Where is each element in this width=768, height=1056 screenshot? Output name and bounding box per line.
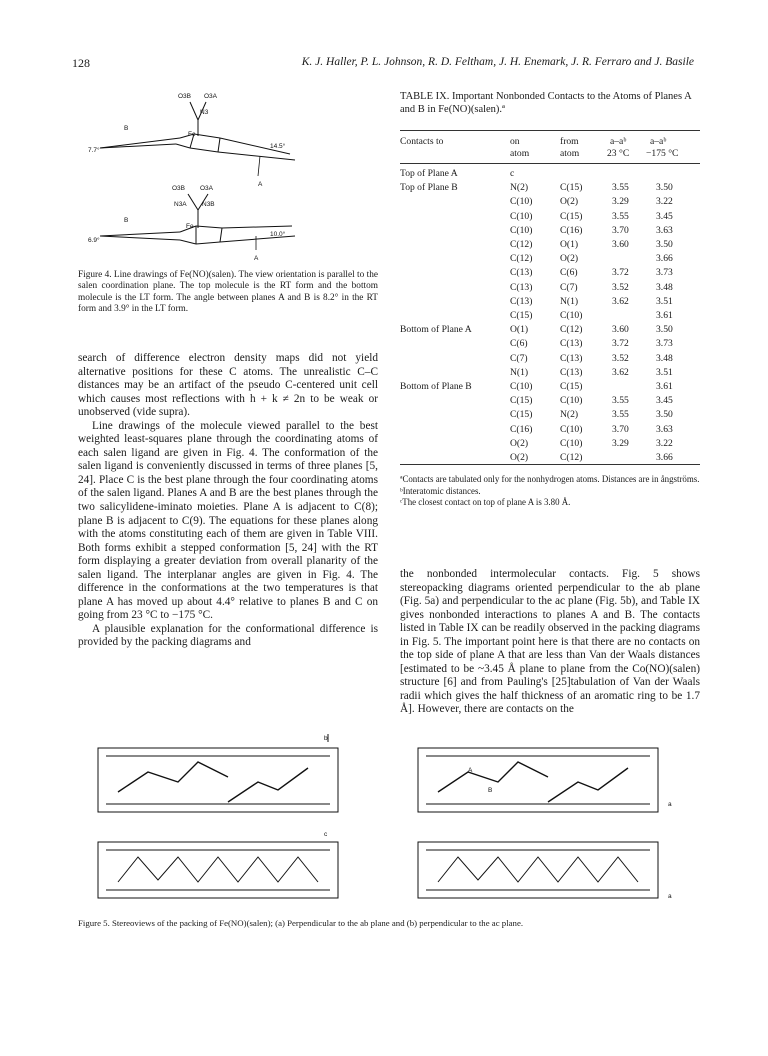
left-column-text	[78, 352, 378, 650]
table-cell-v2: 3.73	[656, 338, 673, 350]
table-cell-on: N(1)	[510, 366, 529, 378]
label-angle-10-0: 10.0°	[270, 231, 286, 238]
table-cell-v1: 3.55	[612, 182, 629, 194]
table-cell-from: C(15)	[560, 381, 583, 392]
table-cell-on: C(13)	[510, 295, 533, 307]
table-cell-v2: 3.73	[656, 267, 673, 279]
axis-label-c: c	[324, 831, 328, 838]
table-cell-v2: 3.51	[656, 366, 673, 378]
table-cell-from: C(15)	[560, 182, 583, 194]
table-9-footnotes	[400, 474, 700, 509]
label-plane-a-bottom: A	[254, 255, 259, 262]
label-n3a-bottom: N3A	[174, 201, 187, 208]
label-plane-a-top: A	[258, 181, 263, 188]
table-cell-on: C(10)	[510, 210, 533, 222]
figure-4-top-molecule	[100, 102, 295, 176]
table-cell-v1: 3.29	[612, 196, 629, 208]
table-cell-on: C(16)	[510, 423, 533, 435]
label-plane-b-bottom: B	[124, 217, 129, 224]
figure-5-stereoviews	[78, 732, 698, 904]
axis-label-a-bottom: a	[668, 893, 672, 900]
table-cell-from: C(13)	[560, 338, 583, 350]
table-cell-v1: 3.60	[612, 239, 629, 250]
table-cell-v1: 3.52	[612, 281, 629, 293]
table-cell-v2: 3.50	[656, 182, 673, 194]
column-header-distance-lt: a–aᵇ	[650, 136, 667, 147]
figure-5b-right-view	[418, 842, 658, 898]
table-cell-on: C(10)	[510, 224, 533, 236]
table-cell-v2: 3.45	[656, 210, 673, 222]
table-cell-v1: 3.52	[612, 352, 629, 364]
table-cell-v2: 3.66	[656, 253, 673, 265]
table-cell-on: C(10)	[510, 196, 533, 208]
paragraph: A plausible explanation for the conformational difference is provided by the packing diagrams and	[78, 622, 378, 649]
table-cell-from: C(13)	[560, 366, 583, 378]
running-header-authors: K. J. Haller, P. L. Johnson, R. D. Feltham, J. H. Enemark, J. R. Ferraro and J. Basile	[301, 56, 694, 68]
paragraph: the nonbonded intermolecular contacts. Fig. 5 shows stereopacking diagrams oriented perpendicular to the ab plane (Fig. 5a) and perpendicular to the ac plane (Fig. 5b), and Table IX gives nonbonded interactions to planes A and B. The contacts listed in Table IX can be readily observed in the packing diagrams in Fig. 5. The important point here is that there are no contacts on the top side of plane A that are less than Van der Waals distances [estimated to be ~3.45 Å plane to plane from the Co(NO)(salen) structure [6] and from Pauling's [25]tabulation of Van der Waals radii which gives the half thickness of an aromatic ring to be 1.7 Å]. However, there are contacts on the	[400, 568, 700, 716]
table-cell-v1: 3.62	[612, 366, 629, 378]
table-cell-from: C(10)	[560, 395, 583, 407]
figure-4-caption: Figure 4. Line drawings of Fe(NO)(salen). The view orientation is parallel to the salen coordination plane. The top molecule is the RT form and the bottom molecule is the LT form. The angle between planes A and B is 8.2° in the RT form and 3.9° in the LT form.	[78, 270, 378, 314]
label-angle-7-7: 7.7°	[88, 147, 100, 154]
label-o3b-top: O3B	[178, 93, 192, 100]
table-cell-on: c	[510, 168, 515, 179]
table-cell-v1: 3.72	[612, 267, 629, 279]
axis-label-a-top: a	[668, 801, 672, 808]
table-cell-v2: 3.50	[656, 324, 673, 336]
table-cell-on: O(2)	[510, 452, 529, 463]
column-header-on-atom: atom	[510, 148, 530, 159]
table-cell-v2: 3.50	[656, 409, 673, 421]
column-header-on: on	[510, 136, 520, 147]
figure-5-caption: Figure 5. Stereoviews of the packing of Fe(NO)(salen); (a) Perpendicular to the ab plane and (b) perpendicular to the ac plane.	[78, 918, 524, 928]
table-cell-v1: 3.55	[612, 395, 629, 407]
paragraph: Line drawings of the molecule viewed parallel to the best weighted least-squares plane through the coordinating atoms of each salen ligand are given in Fig. 4. The conformation of the salen ligand is conveniently discussed in terms of three planes [5, 24]. Place C is the best plane through the four coordinating atoms of the salen ligand. Planes A and B are the best planes through the two salicylidene-iminato moieties. Plane A is adjacent to C(8); plane B is adjacent to C(9). The equations for these planes along with the atoms constituting each of them are given in Table VIII. Both forms exhibit a stepped conformation [5, 24] with the RT form displaying a greater deviation from overall planarity of the salen ligand. The interplanar angles are given in Fig. 4. The difference in the conformations at the two temperatures is that plane A has moved up about 4.4° relative to planes B and C on going from 23 °C to −175 °C.	[78, 419, 378, 622]
label-plane-b-top: B	[124, 125, 129, 132]
table-cell-v2: 3.66	[656, 452, 673, 463]
table-cell-v1: 3.55	[612, 409, 629, 421]
column-header-from: from	[560, 136, 579, 147]
label-o3a-top: O3A	[204, 93, 218, 100]
label-n3-top: N3	[200, 109, 209, 116]
plane-label-a: A	[468, 767, 473, 774]
table-cell-from: N(1)	[560, 295, 579, 307]
table-cell-v2: 3.45	[656, 395, 673, 407]
table-cell-on: C(10)	[510, 381, 533, 392]
table-cell-v2: 3.51	[656, 295, 673, 307]
column-header-contacts-to: Contacts to	[400, 136, 444, 147]
plane-label-b: B	[488, 787, 493, 794]
label-o3a-bottom: O3A	[200, 185, 214, 192]
figure-5a-left-view	[98, 748, 338, 812]
label-angle-6-9: 6.9°	[88, 237, 100, 244]
table-cell-from: C(13)	[560, 352, 583, 364]
table-9-title: TABLE IX. Important Nonbonded Contacts to the Atoms of Planes A and B in Fe(NO)(salen).ª	[400, 91, 692, 115]
table-cell-v1: 3.62	[612, 295, 629, 307]
table-cell-v1: 3.60	[612, 324, 629, 336]
table-cell-from: C(15)	[560, 210, 583, 222]
table-cell-on: C(15)	[510, 409, 533, 421]
table-cell-on: C(12)	[510, 239, 533, 250]
table-cell-on: C(13)	[510, 267, 533, 279]
table-cell-on: O(2)	[510, 437, 529, 449]
table-cell-group: Top of Plane B	[400, 182, 458, 194]
paragraph: search of difference electron density maps did not yield alternative positions for these C atoms. The unrealistic C–C distances may be an artifact of the pseudo C-centered unit cell which causes most reflections with h + k ≠ 2n to be weak or unobserved (vide supra).	[78, 352, 378, 419]
label-n3b-bottom: N3B	[202, 201, 215, 208]
right-column-text	[400, 568, 700, 717]
table-cell-v2: 3.22	[656, 437, 673, 449]
table-cell-v1: 3.55	[612, 210, 629, 222]
figure-4-bottom-molecule	[100, 194, 295, 250]
table-cell-v2: 3.61	[656, 310, 673, 321]
figure-5b-left-view	[98, 842, 338, 898]
page-number: 128	[72, 56, 90, 70]
table-cell-v2: 3.63	[656, 423, 673, 435]
table-cell-on: C(15)	[510, 395, 533, 407]
table-cell-v2: 3.48	[656, 352, 673, 364]
column-header-temp-lt: −175 °C	[646, 148, 679, 159]
table-cell-from: C(6)	[560, 267, 578, 279]
table-cell-v1: 3.70	[612, 224, 629, 236]
axis-label-b: b	[324, 735, 328, 742]
label-fe-top: Fe	[188, 131, 196, 138]
table-cell-on: C(15)	[510, 310, 533, 321]
table-cell-v1: 3.72	[612, 338, 629, 350]
table-cell-from: O(1)	[560, 239, 579, 250]
label-fe-bottom: Fe	[186, 223, 194, 230]
footnote-a: ªContacts are tabulated only for the nonhydrogen atoms. Distances are in ångströms.	[400, 474, 700, 484]
table-cell-from: C(12)	[560, 452, 583, 463]
table-cell-from: C(12)	[560, 324, 583, 336]
table-cell-v2: 3.48	[656, 281, 673, 293]
table-cell-from: C(7)	[560, 281, 578, 293]
table-cell-on: C(12)	[510, 253, 533, 265]
table-cell-on: N(2)	[510, 182, 529, 194]
table-cell-from: O(2)	[560, 253, 579, 265]
table-cell-group: Bottom of Plane B	[400, 381, 472, 392]
table-cell-on: C(7)	[510, 352, 528, 364]
table-cell-from: C(10)	[560, 310, 583, 321]
table-cell-v1: 3.29	[612, 437, 629, 449]
column-header-temp-rt: 23 °C	[607, 148, 630, 159]
table-cell-v2: 3.61	[656, 381, 673, 392]
table-cell-from: O(2)	[560, 196, 579, 208]
table-cell-v2: 3.50	[656, 239, 673, 250]
label-o3b-bottom: O3B	[172, 185, 186, 192]
table-cell-from: C(10)	[560, 437, 583, 449]
table-cell-from: C(16)	[560, 224, 583, 236]
table-cell-group: Top of Plane A	[400, 168, 458, 179]
footnote-c: ᶜThe closest contact on top of plane A is 3.80 Å.	[400, 497, 571, 507]
table-cell-on: C(6)	[510, 338, 528, 350]
footnote-b: ᵇInteratomic distances.	[400, 485, 481, 496]
table-cell-group: Bottom of Plane A	[400, 324, 472, 336]
table-cell-on: C(13)	[510, 281, 533, 293]
column-header-distance-rt: a–aᵇ	[610, 136, 627, 147]
table-cell-v2: 3.63	[656, 224, 673, 236]
column-header-from-atom: atom	[560, 148, 580, 159]
table-cell-from: N(2)	[560, 409, 579, 421]
table-cell-on: O(1)	[510, 324, 529, 336]
table-cell-from: C(10)	[560, 423, 583, 435]
figure-5a-right-view	[328, 734, 658, 812]
table-cell-v2: 3.22	[656, 196, 673, 208]
figure-4-line-drawings	[80, 86, 360, 266]
label-angle-14-5: 14.5°	[270, 143, 286, 150]
table-cell-v1: 3.70	[612, 423, 629, 435]
